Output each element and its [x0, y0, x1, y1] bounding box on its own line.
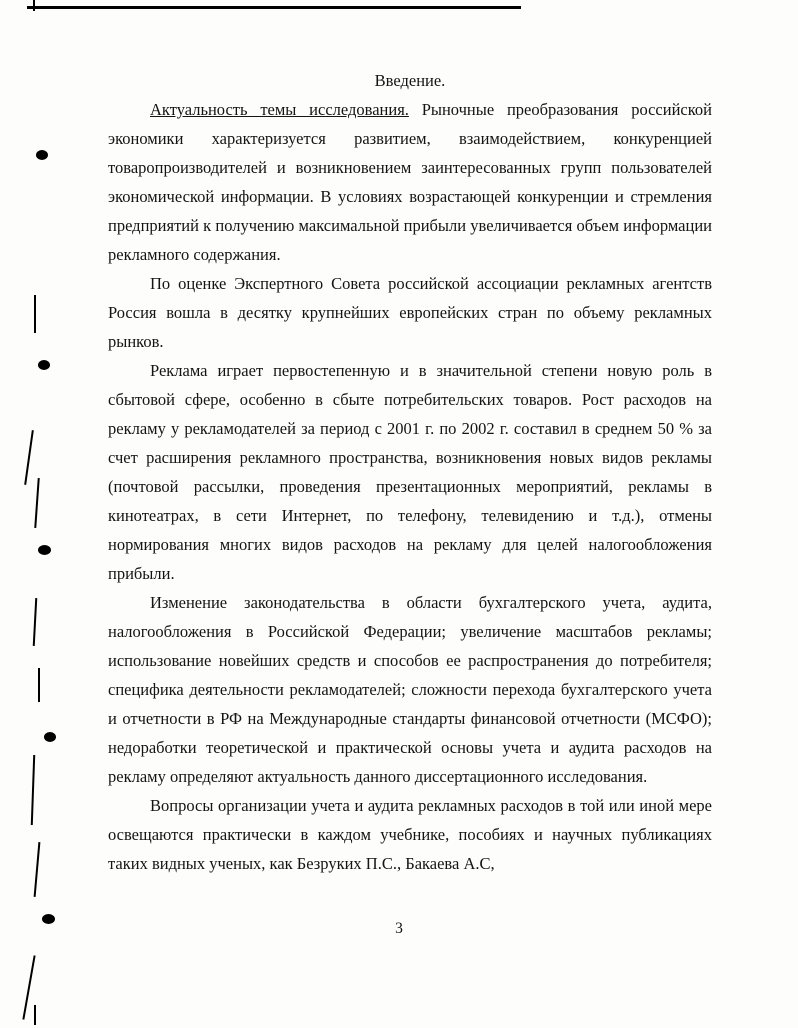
page-title: Введение. [374, 71, 446, 90]
paragraph-1 [108, 95, 712, 269]
document-body [108, 66, 712, 878]
scan-artifact-dot [38, 545, 51, 555]
scan-artifact-mark [33, 0, 35, 11]
scan-artifact-mark [34, 295, 36, 333]
scan-artifact-mark [34, 478, 39, 528]
paragraph-4 [108, 588, 712, 791]
underlined-lead: Актуальность темы исследования. [150, 100, 409, 119]
scan-artifact-dot [36, 150, 48, 160]
paragraph-text: Вопросы организации учета и аудита рекламных расходов в той или иной мере освещаются практически в каждом учебнике, пособиях и научных публикациях таких видных ученых, как Безруких П.С., Бакаева А.С, [108, 796, 712, 873]
paragraph-text: Изменение законодательства в области бухгалтерского учета, аудита, налогообложения в Российской Федерации; увеличение масштабов рекламы; использование новейших средств и способов ее распространения до потребителя; специфика деятельности рекламодателей; сложности перехода бухгалтерского учета и отчетности в РФ на Международные стандарты финансовой отчетности (МСФО); недоработки теоретической и практической основы учета и аудита расходов на рекламу определяют актуальность данного диссертационного исследования. [108, 593, 712, 786]
scan-artifact-mark [38, 668, 40, 702]
scan-artifact-mark [33, 598, 38, 646]
paragraph-text: Рыночные преобразования российской экономики характеризуется развитием, взаимодействием, конкуренцией товаропроизводителей и возникновением заинтересованных групп пользователей экономической информации. В условиях возрастающей конкуренции и стремления предприятий к получению максимальной прибыли увеличивается объем информации рекламного содержания. [108, 100, 712, 264]
scan-artifact-mark [31, 755, 35, 825]
paragraph-5 [108, 791, 712, 878]
paragraph-text: По оценке Экспертного Совета российской ассоциации рекламных агентств Россия вошла в десятку крупнейших европейских стран по объему рекламных рынков. [108, 274, 712, 351]
scan-artifact-dot [38, 360, 50, 370]
scan-artifact-mark [34, 842, 41, 897]
paragraph-text: Реклама играет первостепенную и в значительной степени новую роль в сбытовой сфере, особенно в сбыте потребительских товаров. Рост расходов на рекламу у рекламодателей за период с 2001 г. по 2002 г. составил в среднем 50 % за счет расширения рекламного пространства, возникновения новых видов рекламы (почтовой рассылки, проведения презентационных мероприятий, рекламы в кинотеатрах, в сети Интернет, по телефону, телевидению и т.д.), отмены нормирования многих видов расходов на рекламу для целей налогообложения прибыли. [108, 361, 712, 583]
paragraph-3 [108, 356, 712, 588]
scan-artifact-dot [44, 732, 56, 742]
scan-artifact-mark [24, 430, 34, 485]
scan-artifact-mark [34, 1005, 36, 1025]
page-number: 3 [395, 920, 403, 937]
scan-artifact-top-line [27, 6, 521, 9]
paragraph-2 [108, 269, 712, 356]
